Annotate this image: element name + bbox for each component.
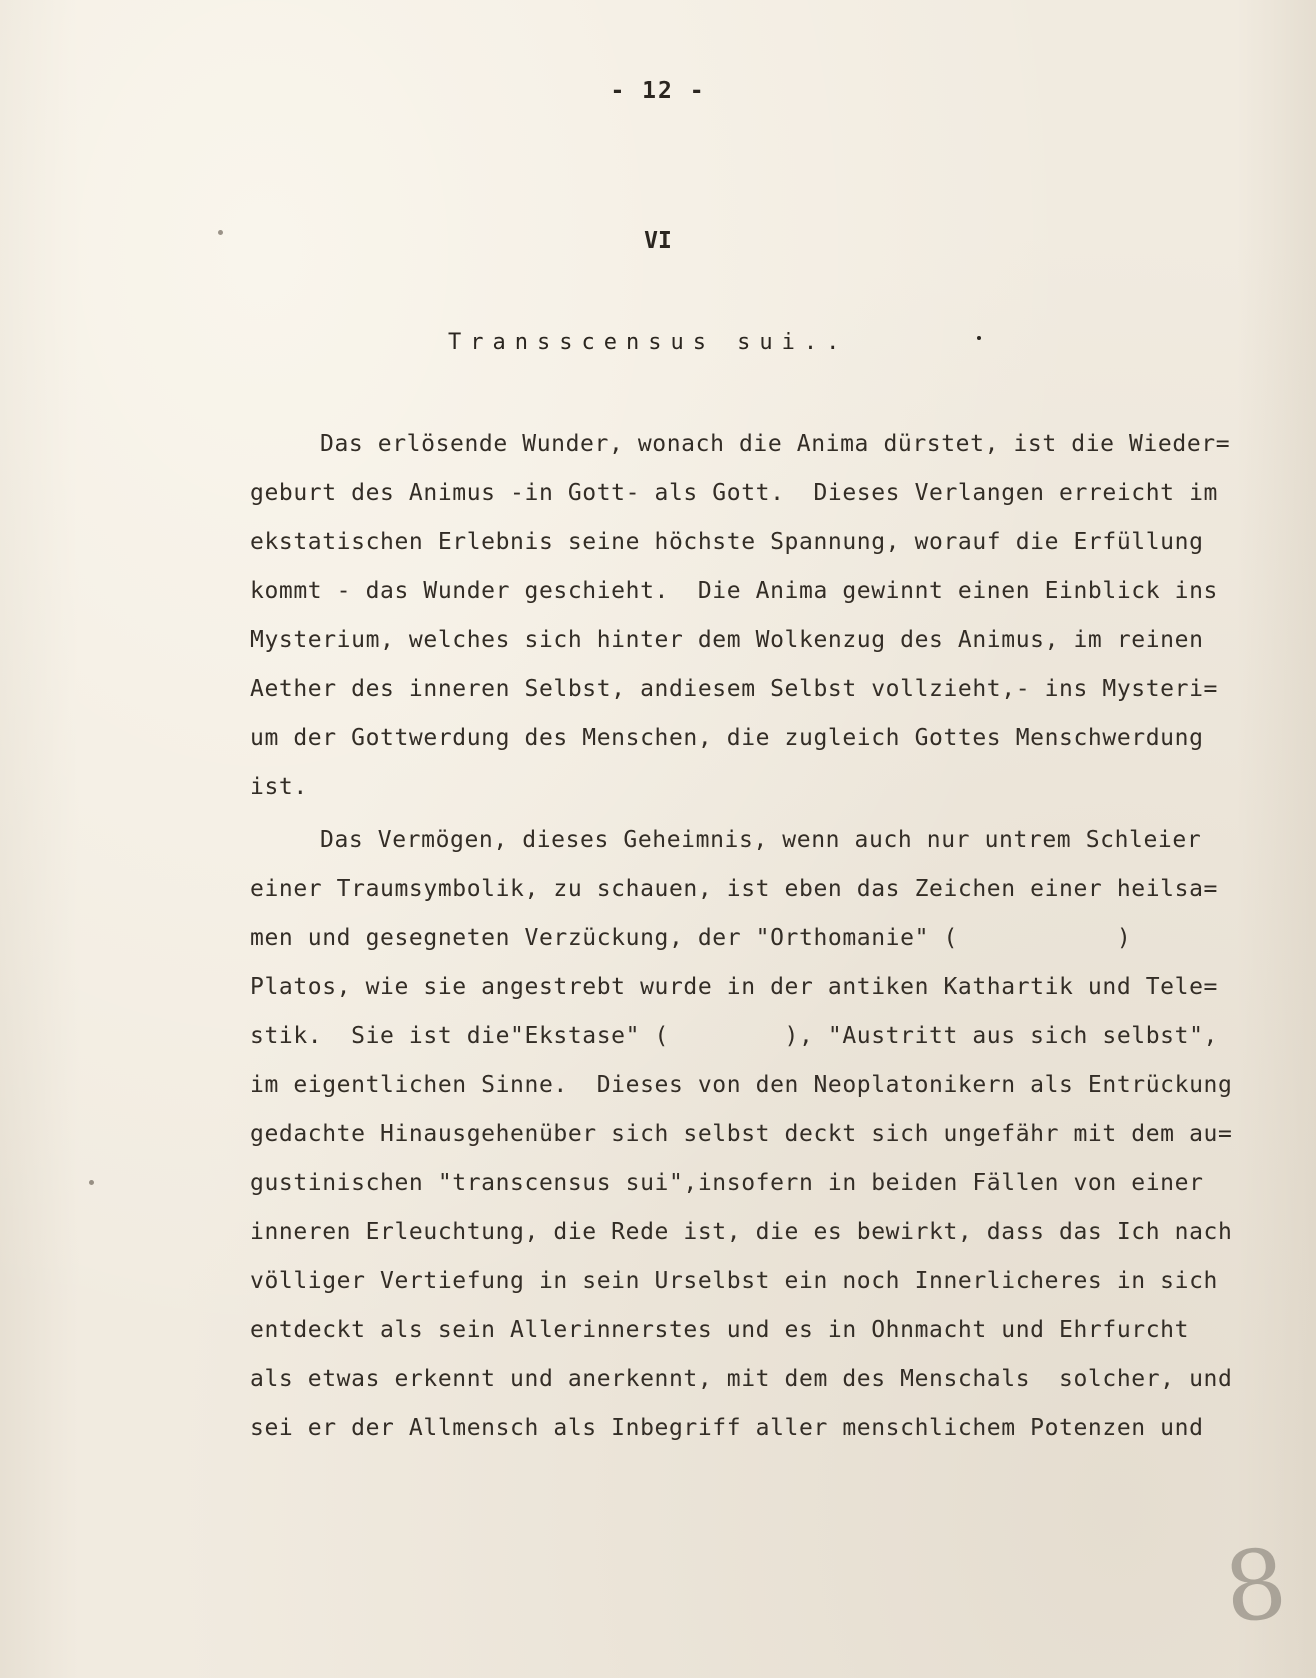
text-line: stik. Sie ist die"Ekstase" ( ), "Austritt aus sich selbst", bbox=[250, 1023, 1218, 1049]
text-line: inneren Erleuchtung, die Rede ist, die es bewirkt, dass das Ich nach bbox=[250, 1219, 1233, 1245]
text-line: gedachte Hinausgehenüber sich selbst deckt sich ungefähr mit dem au= bbox=[250, 1121, 1233, 1147]
text-line: men und gesegneten Verzückung, der "Orthomanie" ( ) bbox=[250, 925, 1132, 951]
text-line: Platos, wie sie angestrebt wurde in der antiken Kathartik und Tele= bbox=[250, 974, 1218, 1000]
text-line: ist. bbox=[250, 774, 308, 800]
text-line: gustinischen "transcensus sui",insofern in beiden Fällen von einer bbox=[250, 1170, 1204, 1196]
text-line: völliger Vertiefung in sein Urselbst ein noch Innerlicheres in sich bbox=[250, 1268, 1218, 1294]
stray-dot bbox=[977, 336, 981, 340]
text-line: kommt - das Wunder geschieht. Die Anima gewinnt einen Einblick ins bbox=[250, 578, 1218, 604]
page-number: - 12 - bbox=[610, 78, 706, 104]
text-line: ekstatischen Erlebnis seine höchste Spannung, worauf die Erfüllung bbox=[250, 529, 1204, 555]
text-line: um der Gottwerdung des Menschen, die zugleich Gottes Menschwerdung bbox=[250, 725, 1204, 751]
paragraph-1 bbox=[250, 420, 1260, 812]
text-line: einer Traumsymbolik, zu schauen, ist eben das Zeichen einer heilsa= bbox=[250, 876, 1218, 902]
text-line: entdeckt als sein Allerinnerstes und es in Ohnmacht und Ehrfurcht bbox=[250, 1317, 1190, 1343]
section-title: Transscensus sui.. bbox=[448, 330, 849, 355]
text-line: Aether des inneren Selbst, andiesem Selbst vollzieht,- ins Mysteri= bbox=[250, 676, 1218, 702]
text-line: Mysterium, welches sich hinter dem Wolkenzug des Animus, im reinen bbox=[250, 627, 1204, 653]
text-line: geburt des Animus -in Gott- als Gott. Dieses Verlangen erreicht im bbox=[250, 480, 1218, 506]
text-line: Das Vermögen, dieses Geheimnis, wenn auch nur untrem Schleier bbox=[320, 827, 1202, 853]
pencil-margin-note: 8 bbox=[1219, 1527, 1292, 1645]
text-line: im eigentlichen Sinne. Dieses von den Neoplatonikern als Entrückung bbox=[250, 1072, 1233, 1098]
body-text bbox=[250, 420, 1260, 1453]
chapter-number: VI bbox=[644, 228, 672, 254]
paragraph-2 bbox=[250, 816, 1260, 1453]
paper-speck bbox=[218, 230, 223, 235]
paper-speck bbox=[89, 1180, 94, 1185]
text-line: sei er der Allmensch als Inbegriff aller menschlichem Potenzen und bbox=[250, 1415, 1204, 1441]
text-line: Das erlösende Wunder, wonach die Anima dürstet, ist die Wieder= bbox=[320, 431, 1231, 457]
text-line: als etwas erkennt und anerkennt, mit dem des Menschals solcher, und bbox=[250, 1366, 1233, 1392]
